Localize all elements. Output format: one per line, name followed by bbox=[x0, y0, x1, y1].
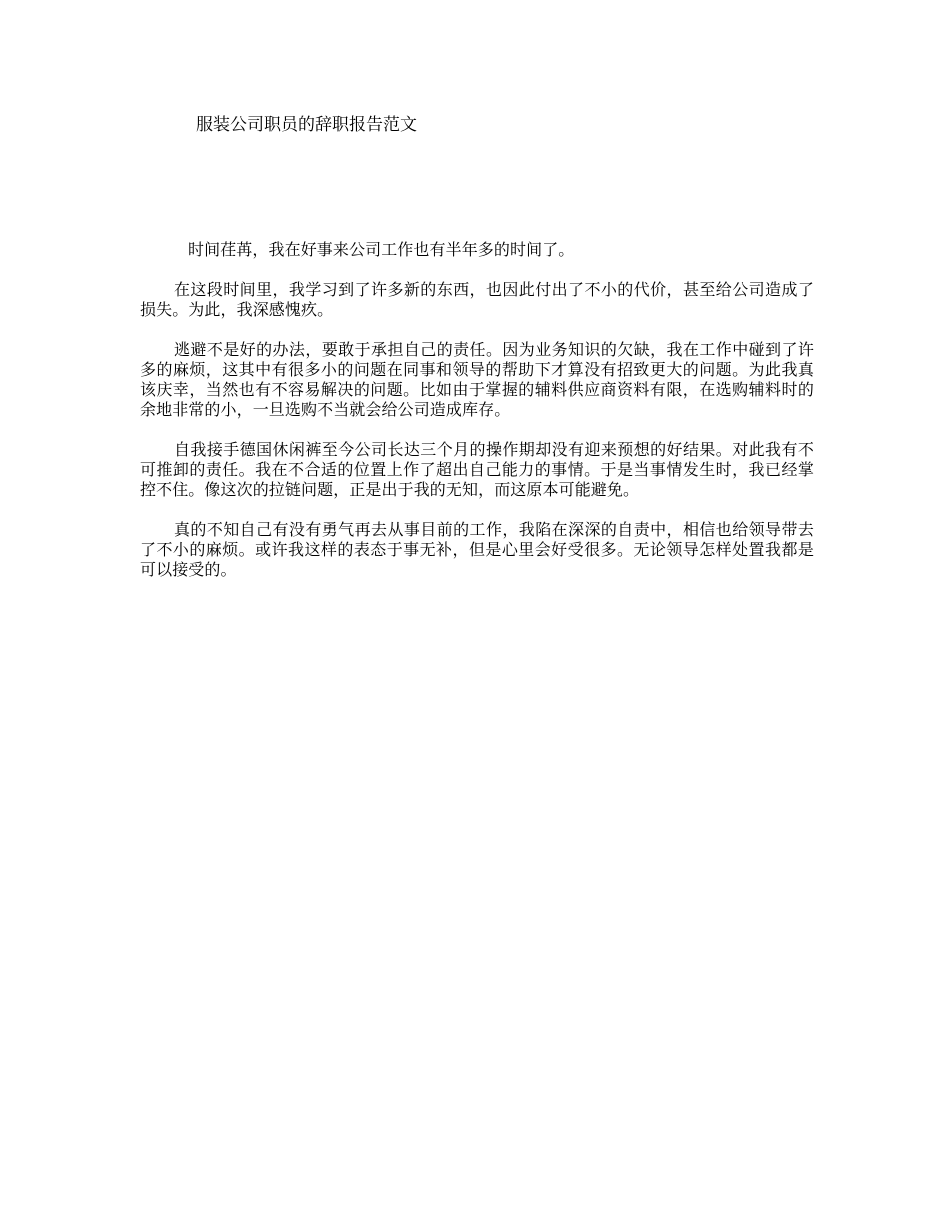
document-body bbox=[140, 240, 814, 600]
paragraph-1: 时间荏苒，我在好事来公司工作也有半年多的时间了。 bbox=[188, 240, 575, 259]
paragraph-3: 逃避不是好的办法，要敢于承担自己的责任。因为业务知识的欠缺，我在工作中碰到了许多的麻烦，这其中有很多小的问题在同事和领导的帮助下才算没有招致更大的问题。为此我真该庆幸，当然也有不容易解决的问题。比如由于掌握的辅料供应商资料有限，在选购辅料时的余地非常的小，一旦选购不当就会给公司造成库存。 bbox=[140, 340, 814, 419]
document-title: 服装公司职员的辞职报告范文 bbox=[196, 115, 417, 135]
paragraph-5: 真的不知自己有没有勇气再去从事目前的工作，我陷在深深的自责中，相信也给领导带去了不小的麻烦。或许我这样的表态于事无补，但是心里会好受很多。无论领导怎样处置我都是可以接受的。 bbox=[140, 520, 814, 579]
paragraph-4: 自我接手德国休闲裤至今公司长达三个月的操作期却没有迎来预想的好结果。对此我有不可推卸的责任。我在不合适的位置上作了超出自己能力的事情。于是当事情发生时，我已经掌控不住。像这次的拉链问题，正是出于我的无知，而这原本可能避免。 bbox=[140, 440, 814, 499]
paragraph-2: 在这段时间里，我学习到了许多新的东西，也因此付出了不小的代价，甚至给公司造成了损失。为此，我深感愧疚。 bbox=[140, 280, 814, 319]
